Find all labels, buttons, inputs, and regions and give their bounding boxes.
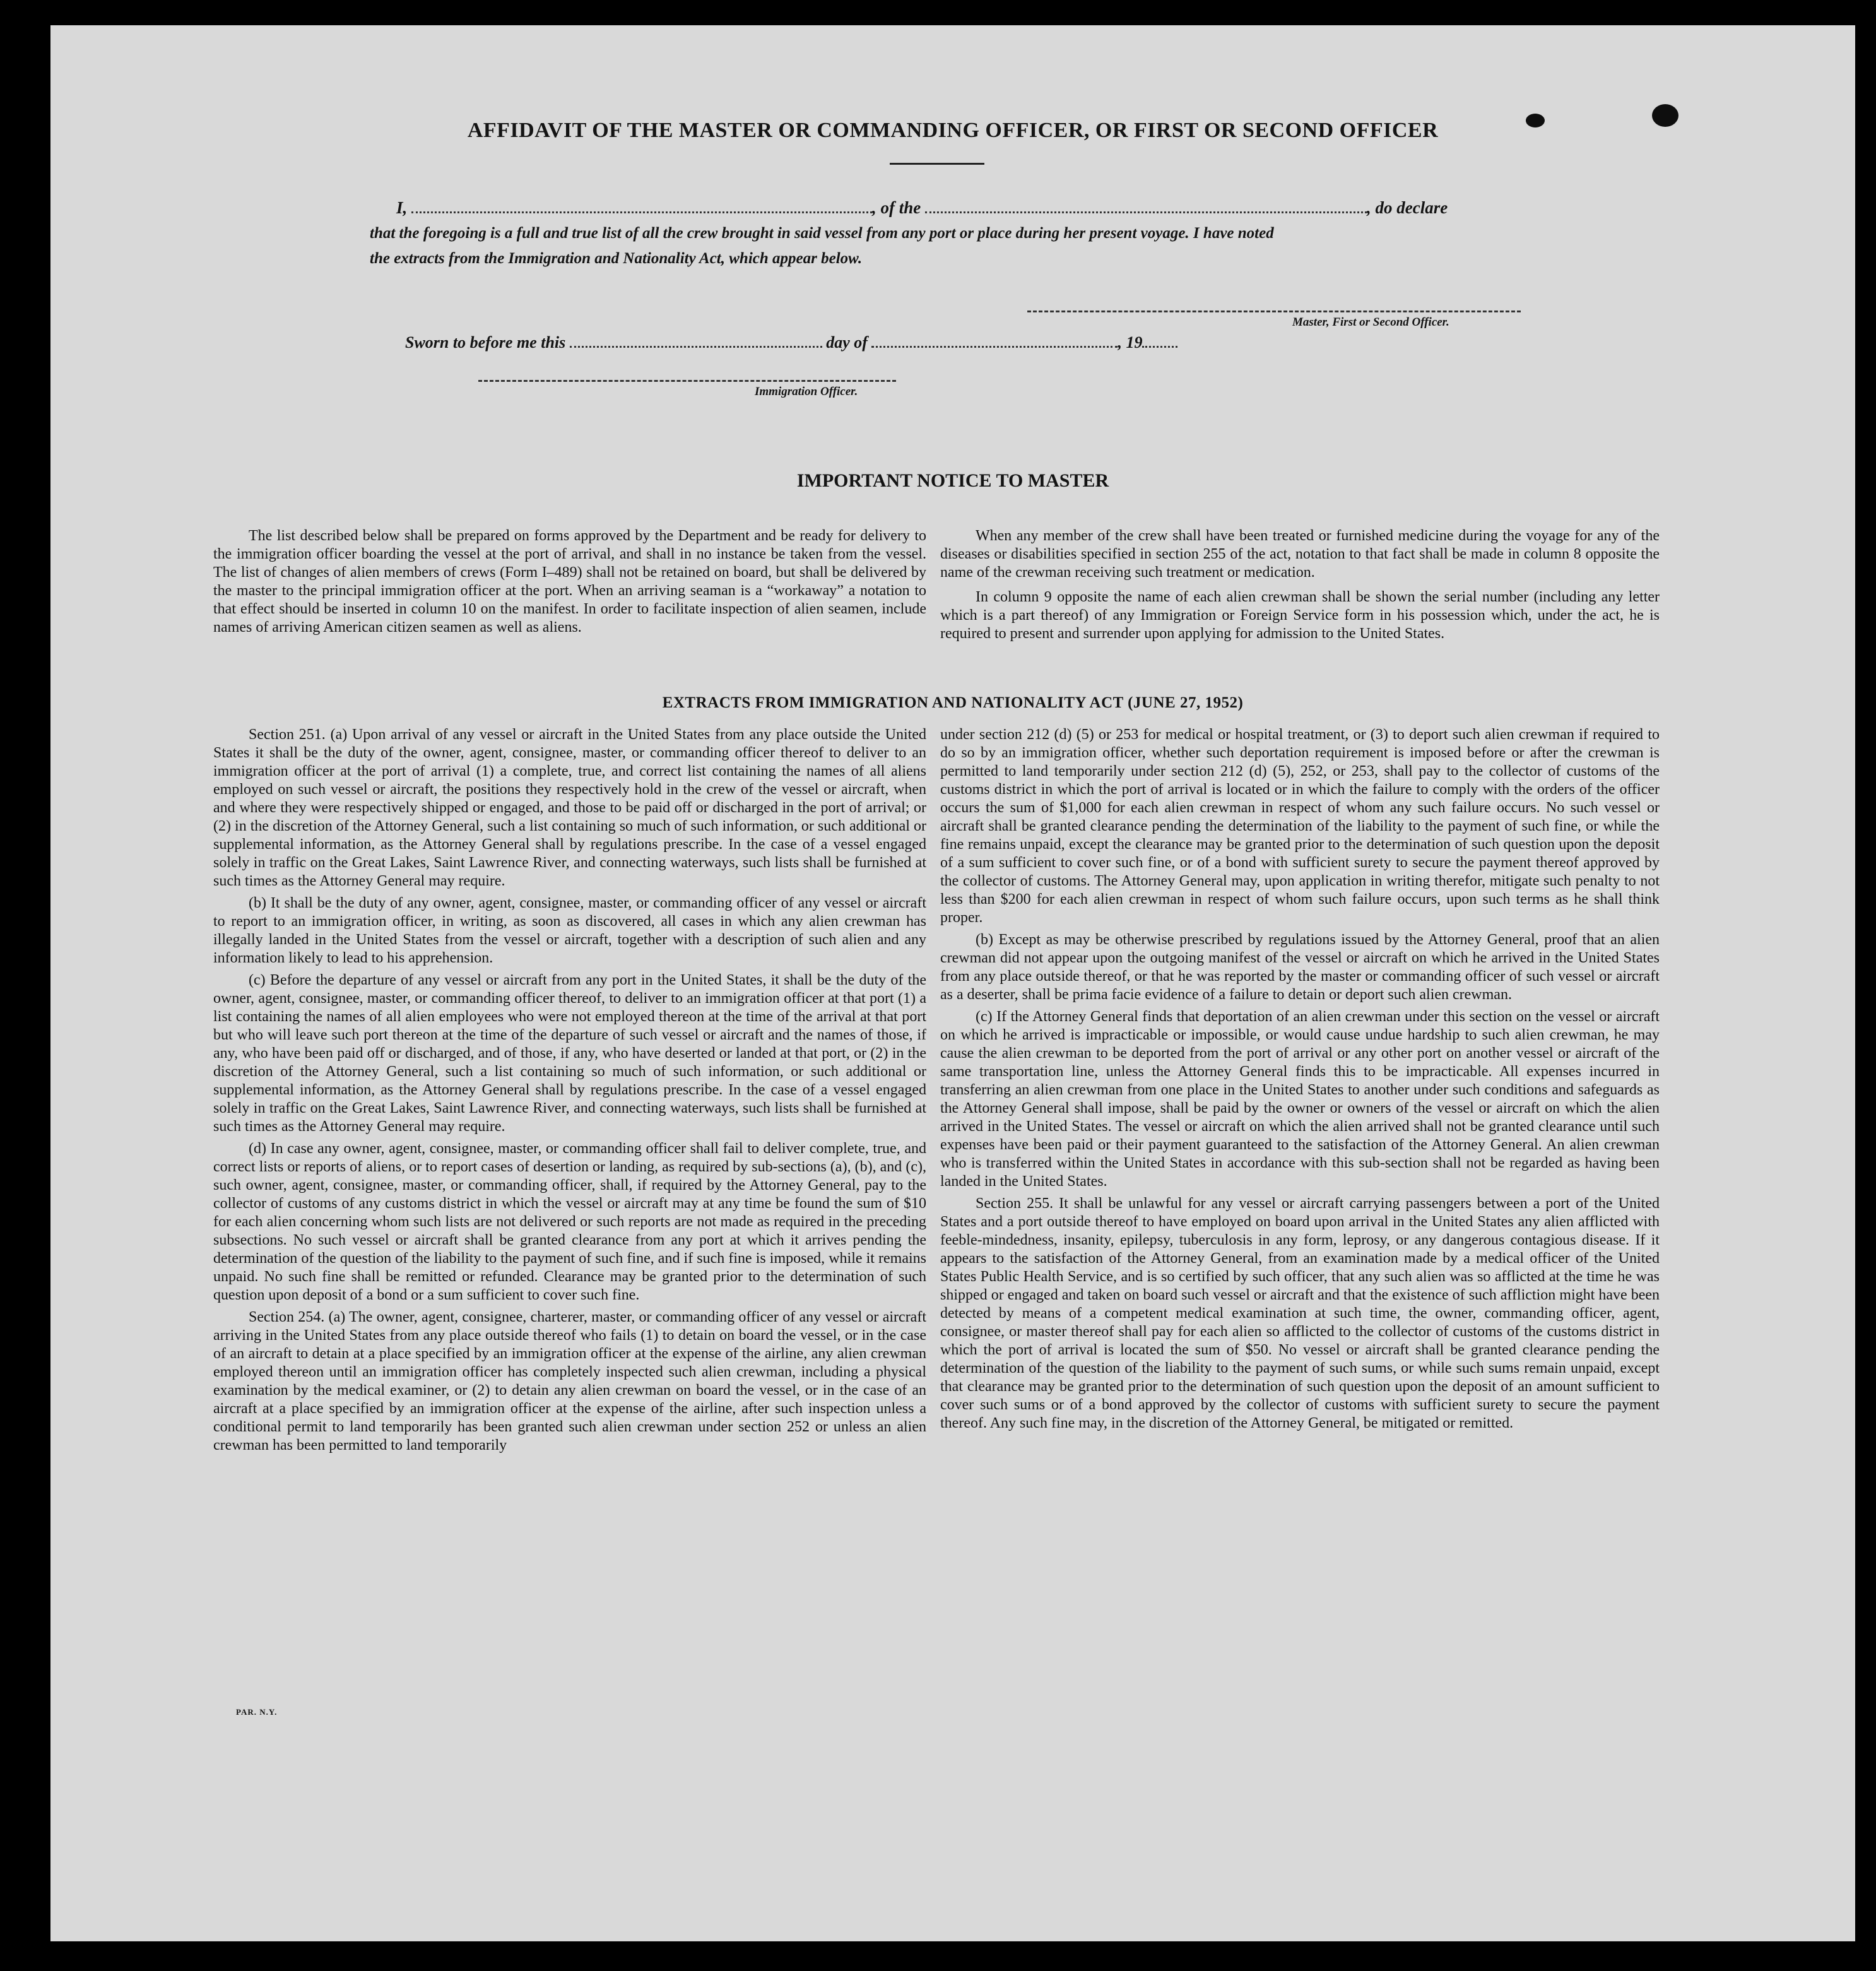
extract-paragraph: (c) Before the departure of any vessel or aircraft from any port in the United States, it shall be the duty of the owner, agent, consignee, master, or commanding officer thereof, to deliver to an immigration officer at that port (1) a list containing the names of all alien employees who were not employed thereon at the time of the arrival at that port but who will leave such port thereon at the time of the departure of such vessel or aircraft and the names of those, if any, who have been paid off or discharged, and of those, if any, who have deserted or landed at that port, or (2) in the discretion of the Attorney General, such a list containing so much of such information, or such additional or supplemental information, as the Attorney General shall by regulations prescribe. In the case of a vessel engaged solely in traffic on the Great Lakes, Saint Lawrence River, and connecting waterways, such lists shall be furnished at such times as the Attorney General may require. xyxy=(213,972,926,1135)
do-declare-label: , do declare xyxy=(1367,198,1448,217)
declaration-text-2: the extracts from the Immigration and Nationality Act, which appear below. xyxy=(370,250,863,267)
notice-title: IMPORTANT NOTICE TO MASTER xyxy=(796,470,1109,491)
immigration-officer-signature-line[interactable] xyxy=(478,380,896,382)
declaration-text-1: that the foregoing is a full and true list of all the crew brought in said vessel from any port or place during her present voyage. I have noted xyxy=(370,225,1274,242)
immigration-officer-label: Immigration Officer. xyxy=(755,385,858,398)
declaration-fill-line xyxy=(396,198,1448,218)
i-label: I, xyxy=(396,198,408,217)
day-of-label: day of xyxy=(826,333,868,352)
extract-paragraph: Section 254. (a) The owner, agent, consignee, charterer, master, or commanding officer of any vessel or aircraft arriving in the United States from any place outside thereof who fails (1) to detain on board the vessel, or in the case of an aircraft to detain at a place specified by an immigration officer at the expense of the airline, any alien crewman employed thereon until an immigration officer has completely inspected such alien crewman, including a physical examination by the medical examiner, or (2) to detain any alien crewman on board the vessel, or in the case of an aircraft at a place specified by an immigration officer at the expense of the airline, after such inspection unless a conditional permit to land temporarily has been granted such alien crewman under section 252 or unless an alien crewman has been permitted to land temporarily xyxy=(213,1309,926,1453)
vessel-field[interactable] xyxy=(925,205,1367,213)
sworn-fill-line xyxy=(405,333,1177,352)
extracts-left-column xyxy=(213,726,926,1459)
affidavit-form-page xyxy=(50,25,1855,1941)
year-label: , 19 xyxy=(1118,333,1143,352)
notice-paragraph: When any member of the crew shall have been treated or furnished medicine during the voyage for any of the diseases or disabilities specified in section 255 of the act, notation to that fact shall be made in column 8 opposite the name of the crewman receiving such treatment or medication. xyxy=(940,528,1660,581)
notice-left-column xyxy=(213,527,926,641)
notice-paragraph: The list described below shall be prepared on forms approved by the Department and be ready for delivery to the immigration officer boarding the vessel at the port of arrival, and shall in no instance be taken from the vessel. The list of changes of alien members of crews (Form I–489) shall not be retained on board, but shall be delivered by the master to the principal immigration officer at the port. When an arriving seaman is a “workaway” a notation to that effect should be inserted in column 10 on the manifest. In order to facilitate inspection of alien seamen, include names of arriving American citizen seamen as well as aliens. xyxy=(213,528,926,636)
extracts-title: EXTRACTS FROM IMMIGRATION AND NATIONALITY ACT (JUNE 27, 1952) xyxy=(662,694,1244,711)
extract-paragraph: (d) In case any owner, agent, consignee, master, or commanding officer shall fail to deliver complete, true, and correct lists or reports of aliens, or to report cases of desertion or landing, as required by sub-sections (a), (b), and (c), such owner, agent, consignee, master, or commanding officer, shall, if required by the Attorney General, pay to the collector of customs of any customs district in which the vessel or aircraft may at any time be found the sum of $10 for each alien concerning whom such lists are not delivered or such reports are not made as required in the preceding subsections. No such vessel or aircraft shall be granted clearance from any port at which it arrives pending the determination of the question of the liability to the payment of such fine, and if such fine is imposed, while it remains unpaid. No such fine shall be remitted or refunded. Clearance may be granted prior to the determination of such question upon deposit of a bond or a sum sufficient to cover such fine. xyxy=(213,1140,926,1303)
extract-paragraph: under section 212 (d) (5) or 253 for medical or hospital treatment, or (3) to deport such alien crewman if required to do so by an immigration officer, whether such deportation requirement is imposed before or after the crewman is permitted to land temporarily under section 212 (d) (5), 252, or 253, shall pay to the collector of customs of the customs district in which the port of arrival is located or in which the failure to comply with the orders of the officer occurs the sum of $1,000 for each alien crewman in respect of whom any such failure occurs. No such vessel or aircraft shall be granted clearance pending the determination of the liability to the payment of such fine, or while the fine remains unpaid, except the clearance may be granted prior to the determination of such question upon the deposit of a sum sufficient to cover such fine, or of a bond with sufficient surety to secure the payment thereof approved by the collector of customs. The Attorney General may, upon application in writing therefor, mitigate such penalty to not less than $200 for each alien crewman in respect of whom such failure occurs, upon such terms as he shall think proper. xyxy=(940,726,1660,926)
sworn-month-field[interactable] xyxy=(871,340,1118,348)
name-field[interactable] xyxy=(411,205,872,213)
master-signature-label: Master, First or Second Officer. xyxy=(1292,316,1449,329)
notice-paragraph: In column 9 opposite the name of each alien crewman shall be shown the serial number (including any letter which is a part thereof) of any Immigration or Foreign Service form in his possession which, under the act, he is required to present and surrender upon applying for admission to the United States. xyxy=(940,589,1660,642)
extract-paragraph: (b) Except as may be otherwise prescribed by regulations issued by the Attorney General, proof that an alien crewman did not appear upon the outgoing manifest of the vessel or aircraft on which he arrived in the United States from any place outside thereof, or that he was reported by the master or commanding officer of such vessel or aircraft as a deserter, shall be prima facie evidence of a failure to detain or deport such alien crewman. xyxy=(940,932,1660,1003)
sworn-day-field[interactable] xyxy=(570,340,822,348)
printer-mark: PAR. N.Y. xyxy=(236,1707,278,1717)
extract-paragraph: Section 255. It shall be unlawful for any vessel or aircraft carrying passengers between a port of the United States and a port outside thereof to have employed on board upon arrival in the United States any alien afflicted with feeble-mindedness, insanity, epilepsy, tuberculosis in any form, leprosy, or any dangerous contagious disease. If it appears to the satisfaction of the Attorney General, from an examination made by a medical officer of the United States Public Health Service, and is so certified by such officer, that any such alien was so afflicted at the time he was shipped or engaged and taken on board such vessel or aircraft and that the existence of such affliction might have been detected by means of a competent medical examination at such time, the owner, commanding officer, agent, consignee, or master thereof shall pay for each alien so afflicted to the collector of customs of the customs district in which the port of arrival is located the sum of $50. No vessel or aircraft shall be granted clearance pending the determination of the question of the liability to the payment of such sums, or while such sums remain unpaid, except that clearance may be granted prior to the determination of such question upon the deposit of an amount sufficient to cover such sums or of a bond approved by the collector of customs with sufficient surety to secure the payment thereof. Any such fine may, in the discretion of the Attorney General, be mitigated or remitted. xyxy=(940,1195,1660,1431)
affidavit-title: AFFIDAVIT OF THE MASTER OR COMMANDING OFFICER, OR FIRST OR SECOND OFFICER xyxy=(467,119,1439,142)
extracts-right-column xyxy=(940,726,1660,1436)
sworn-label: Sworn to before me this xyxy=(405,333,566,352)
extract-paragraph: (b) It shall be the duty of any owner, agent, consignee, master, or commanding officer of any vessel or aircraft to report to an immigration officer, in writing, as soon as discovered, all cases in which any alien crewman has illegally landed in the United States from the vessel or aircraft, together with a description of such alien and any information likely to lead to his apprehension. xyxy=(213,895,926,966)
title-underline xyxy=(890,163,984,165)
of-the-label: , of the xyxy=(872,198,921,217)
extract-paragraph: (c) If the Attorney General finds that deportation of an alien crewman under this section on the vessel or aircraft on which he arrived is impracticable or impossible, or would cause undue hardship to such alien crewman, he may cause the alien crewman to be deported from the port of arrival or any other port on another vessel or aircraft of the same transportation line, unless the Attorney General finds this to be impracticable. All expenses incurred in transferring an alien crewman from one place in the United States to another under such conditions and safeguards as the Attorney General shall impose, shall be paid by the owner or owners of the vessel or aircraft on which the alien arrived in the United States. The vessel or aircraft on which the alien arrived shall not be granted clearance until such expenses have been paid or their payment guaranteed to the satisfaction of the Attorney General. An alien crewman who is transferred within the United States in accordance with this sub-section shall not be regarded as having been landed in the United States. xyxy=(940,1009,1660,1190)
master-signature-line[interactable] xyxy=(1027,311,1521,312)
year-field[interactable] xyxy=(1142,340,1177,348)
notice-right-column xyxy=(940,527,1660,647)
extract-paragraph: Section 251. (a) Upon arrival of any vessel or aircraft in the United States from any place outside the United States it shall be the duty of the owner, agent, consignee, master, or commanding officer thereof to deliver to an immigration officer at the port of arrival (1) a complete, true, and correct list containing the names of all aliens employed on such vessel or aircraft, the positions they respectively hold in the crew of the vessel or aircraft, when and where they were respectively shipped or engaged, and those to be paid off or discharged in the port of arrival; or (2) in the discretion of the Attorney General, such a list containing so much of such information, or such additional or supplemental information, as the Attorney General shall by regulations prescribe. In the case of a vessel engaged solely in traffic on the Great Lakes, Saint Lawrence River, and connecting waterways, such lists shall be furnished at such times as the Attorney General may require. xyxy=(213,726,926,889)
